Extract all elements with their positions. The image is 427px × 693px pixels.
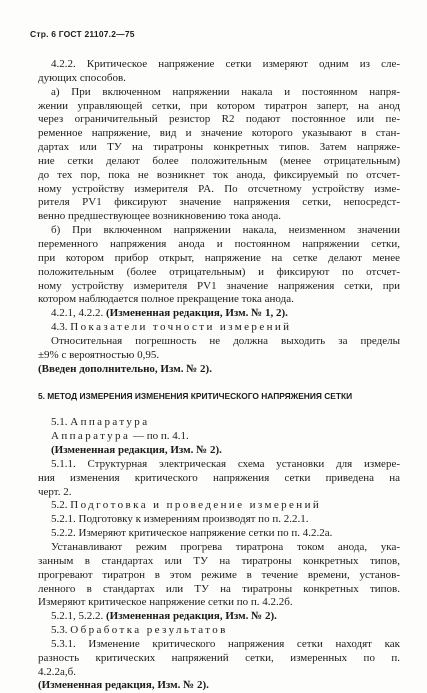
text-line: 4.3. Показатели точности измерений xyxy=(51,321,292,334)
text-line: 4.2.1, 4.2.2. (Измененная редакция, Изм. № 1, 2). xyxy=(51,307,288,320)
spaced-heading: Подготовка и проведение измерений xyxy=(70,499,322,512)
text-line: дартах или ТУ на тиратроны конкретных типов. Затем напряже- xyxy=(38,141,400,154)
spacer xyxy=(0,376,427,388)
text-line: прогревают тиратрон в этом режиме в течение времени, установ- xyxy=(38,568,400,581)
text-line: ременное напряжение, вид и значение которого указывают в стан- xyxy=(38,127,400,140)
amendment-note: (Измененная редакция, Изм. № 1, 2). xyxy=(106,307,288,320)
text-line: ленного в стандартах или ТУ на тиратроны конкретных типов. xyxy=(38,582,400,595)
text-line: 5.1. Аппаратура xyxy=(51,416,150,429)
text-line: черт. 2. xyxy=(38,485,72,498)
text-line: жении управляющей сетки, при котором тиратрон заперт, на анод xyxy=(38,99,400,112)
text-line: ±9% с вероятностью 0,95. xyxy=(38,348,160,361)
text-line: 4.2.2. Критическое напряжение сетки измеряют одним из сле- xyxy=(51,58,400,70)
text-line: дующих способов. xyxy=(38,71,126,84)
amendment-note: (Измененная редакция, Изм. № 2). xyxy=(106,610,277,623)
text-line: ному устройству измерителя PV1 значение напряжения сетки, при xyxy=(38,279,400,292)
spaced-heading: Обработка результатов xyxy=(70,624,228,637)
text-line: до тех пор, пока не возникнет ток анода, фиксируемый по отсчет- xyxy=(38,168,400,181)
text-line: (Измененная редакция, Изм. № 2). xyxy=(51,444,222,457)
text-line: рителя PV1 фиксируют значение напряжения сетки, непосредст- xyxy=(38,196,400,209)
text-line: занным в стандартах или ТУ на тиратроны конкретных типов, xyxy=(38,554,400,567)
text-line: 5.3.1. Изменение критического напряжения сетки находят как xyxy=(51,637,400,650)
text-line: 5.2. Подготовка и проведение измерений xyxy=(51,499,322,512)
text-line: а) При включенном напряжении накала и постоянном напря- xyxy=(51,85,400,98)
text-line: ному устройству измерителя PA. По отсчетному устройству изме- xyxy=(38,182,400,195)
spacer xyxy=(0,404,427,416)
page-header: Стр. 6 ГОСТ 21107.2—75 xyxy=(30,29,135,39)
spaced-heading: Аппаратура xyxy=(70,416,150,429)
text-line: через ограничительный резистор R2 подают постоянное или пе- xyxy=(38,113,400,126)
text-line: венно предшествующее возникновению тока анода. xyxy=(38,210,281,223)
text-line: 5.3. Обработка результатов xyxy=(51,624,228,637)
text-line: 5.1.1. Структурная электрическая схема установки для измере- xyxy=(51,457,400,470)
text-line: положительным (более отрицательным) и фиксируют по отсчет- xyxy=(38,265,400,278)
text-line: котором наблюдается полное прекращение тока анода. xyxy=(38,293,294,306)
text-line: переменного напряжения анода и постоянном напряжении сетки, xyxy=(38,237,400,250)
text-line: (Введен дополнительно, Изм. № 2). xyxy=(38,362,212,375)
text-line: Относительная погрешность не должна выходить за пределы xyxy=(51,334,400,347)
document-body xyxy=(0,58,427,693)
text-line: б) При включенном напряжении накала, неизменном значении xyxy=(51,224,400,237)
text-line: (Измененная редакция, Изм. № 2). xyxy=(38,679,209,692)
section-title: 5. МЕТОД ИЗМЕРЕНИЯ ИЗМЕНЕНИЯ КРИТИЧЕСКОГО НАПРЯЖЕНИЯ СЕТКИ xyxy=(38,391,353,402)
text-line: 5.2.2. Измеряют критическое напряжение сетки по п. 4.2.2а. xyxy=(51,527,333,540)
spaced-heading: Показатели точности измерений xyxy=(70,321,292,334)
text-line: Устанавливают режим прогрева тиратрона током анода, ука- xyxy=(51,541,400,553)
text-line: разность критических напряжений сетки, измеренных по п. xyxy=(38,651,400,664)
text-line: ния изменения критического напряжения сетки приведена на xyxy=(38,471,400,484)
spaced-heading: Аппаратура xyxy=(51,430,131,443)
text-line: 4.2.2а,б. xyxy=(38,665,76,678)
text-line: ние сетки делают более положительным (менее отрицательным) xyxy=(38,154,400,167)
text-line: при котором прибор открыт, напряжение на сетке делают менее xyxy=(38,251,400,264)
text-line: 5.2.1, 5.2.2. (Измененная редакция, Изм. № 2). xyxy=(51,610,277,623)
text-line: 5.2.1. Подготовку к измерениям производят по п. 2.2.1. xyxy=(51,513,309,526)
text-line: Аппаратура — по п. 4.1. xyxy=(51,430,189,443)
text-line: Измеряют критическое напряжение сетки по п. 4.2.2б. xyxy=(38,596,293,609)
